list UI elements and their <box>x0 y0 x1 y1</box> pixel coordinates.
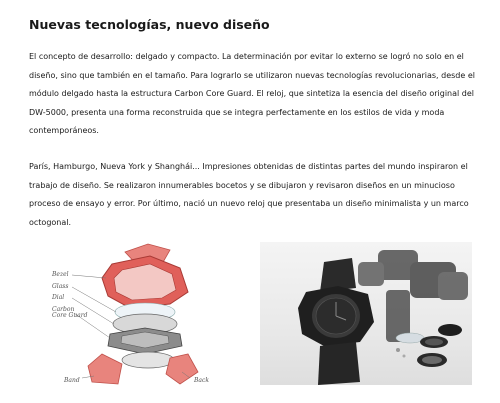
sketch-label-core-guard: Core Guard <box>52 312 88 319</box>
article-paragraph-1: El concepto de desarrollo: delgado y compacto. La determinación por evitar lo externo se logró no solo en el diseño, sino que también en el tamaño. Para lograrlo se utilizaron nuevas tecnologías revolucionarias, desde el módulo delgado hasta la estructura Carbon Core Guard. El reloj, que sintetiza la esencia del diseño original del DW-5000, presenta una forma reconstruida que se integra perfectamente en los estilos de vida y moda contemporáneos. <box>29 52 475 135</box>
exploded-view-sketch <box>30 242 240 390</box>
sketch-label-back: Back <box>194 377 209 384</box>
sketch-label-band: Band <box>64 377 80 384</box>
article-title: Nuevas tecnologías, nuevo diseño <box>29 17 270 32</box>
sketch-back <box>122 352 174 368</box>
sketch-label-carbon: Carbon <box>52 306 75 313</box>
sketch-bezel <box>102 256 188 308</box>
article-paragraph-2: París, Hamburgo, Nueva York y Shanghái... Impresiones obtenidas de distintas partes del mundo inspiraron el trabajo de diseño. Se realizaron innumerables bocetos y se dibujaron y revisaron diseños en un minucioso proceso de ensayo y error. Por último, nació un nuevo reloj que presentaba un diseño minimalista y un marco octogonal. <box>29 162 469 227</box>
watch-product-photo <box>260 242 472 385</box>
sketch-label-glass: Glass <box>52 283 69 290</box>
sketch-lower-band-left <box>88 354 122 384</box>
sketch-label-bezel: Bezel <box>52 271 69 278</box>
sketch-label-dial: Dial <box>52 294 65 301</box>
sketch-carbon-core <box>108 328 182 354</box>
